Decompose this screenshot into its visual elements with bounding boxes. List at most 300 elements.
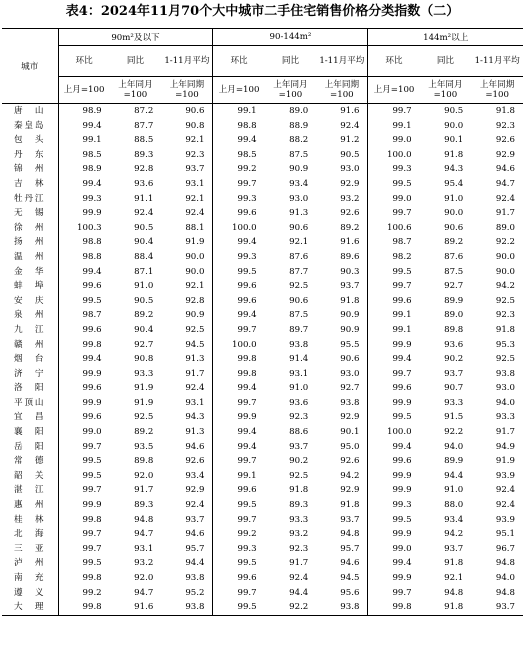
index-cell: 92.2: [444, 427, 464, 438]
city-cell: 温州: [14, 251, 44, 262]
index-cell: 94.6: [185, 441, 205, 452]
index-cell: 89.0: [444, 310, 464, 321]
table-row: [2, 323, 523, 338]
city-cell: 九江: [14, 324, 44, 335]
index-cell: 91.9: [134, 383, 154, 394]
index-cell: 92.5: [495, 295, 515, 306]
index-cell: 99.1: [58, 133, 110, 148]
index-cell: 99.3: [213, 192, 265, 207]
index-cell: 93.1: [185, 178, 205, 189]
index-cell: 91.6: [340, 237, 360, 248]
city-cell: 宜昌: [14, 412, 44, 423]
index-cell: 87.7: [289, 266, 309, 277]
sub-header: 环比: [58, 46, 110, 77]
index-cell: 94.7: [495, 178, 515, 189]
table-row: [2, 425, 523, 440]
table-row: [2, 119, 523, 134]
index-cell: 99.6: [58, 410, 110, 425]
table-row: [2, 586, 523, 601]
index-cell: 91.8: [340, 295, 360, 306]
table-row: [2, 279, 523, 294]
table-row: [2, 192, 523, 207]
index-cell: 99.3: [368, 498, 420, 513]
index-cell: 99.6: [213, 483, 265, 498]
table-row: [2, 104, 523, 119]
index-cell: 92.4: [134, 208, 154, 219]
index-cell: 99.7: [58, 527, 110, 542]
index-cell: 91.9: [495, 456, 515, 467]
city-cell: 蚌埠: [14, 281, 44, 292]
city-cell: 锦州: [14, 164, 44, 175]
index-cell: 87.5: [444, 266, 464, 277]
index-cell: 99.6: [368, 381, 420, 396]
index-cell: 89.8: [444, 324, 464, 335]
index-cell: 87.1: [134, 266, 154, 277]
index-cell: 92.6: [340, 456, 360, 467]
city-cell: 唐山: [14, 106, 44, 116]
index-cell: 92.9: [340, 485, 360, 496]
city-cell: 韶关: [14, 470, 44, 481]
index-cell: 92.9: [495, 149, 515, 160]
index-cell: 89.3: [134, 500, 154, 511]
table-row: [2, 542, 523, 557]
index-cell: 91.1: [134, 193, 154, 204]
index-cell: 92.3: [185, 149, 205, 160]
index-cell: 100.0: [368, 425, 420, 440]
index-cell: 93.9: [495, 470, 515, 481]
index-cell: 93.2: [289, 529, 309, 540]
index-cell: 90.6: [185, 106, 205, 116]
index-cell: 99.9: [368, 571, 420, 586]
index-cell: 90.0: [444, 120, 464, 131]
index-cell: 91.8: [340, 500, 360, 511]
index-cell: 93.4: [185, 470, 205, 481]
index-cell: 87.6: [289, 251, 309, 262]
index-cell: 90.2: [289, 456, 309, 467]
index-cell: 94.4: [444, 470, 464, 481]
index-cell: 99.6: [58, 323, 110, 338]
index-cell: 99.4: [213, 440, 265, 455]
index-cell: 98.5: [213, 148, 265, 163]
table-row: [2, 396, 523, 411]
index-cell: 90.0: [444, 208, 464, 219]
index-cell: 87.6: [444, 251, 464, 262]
index-cell: 92.1: [185, 193, 205, 204]
table-row: [2, 177, 523, 192]
header-row-sub: [2, 46, 523, 77]
index-cell: 91.7: [134, 485, 154, 496]
index-cell: 94.3: [185, 412, 205, 423]
index-cell: 94.8: [444, 587, 464, 598]
base-header: 上月=100: [213, 77, 265, 104]
index-cell: 99.7: [368, 206, 420, 221]
index-cell: 88.5: [134, 135, 154, 146]
index-cell: 99.9: [368, 338, 420, 353]
city-cell: 烟台: [14, 354, 44, 365]
index-cell: 99.3: [213, 542, 265, 557]
sub-header: 同比: [110, 46, 162, 77]
index-cell: 99.2: [58, 586, 110, 601]
city-cell: 包头: [14, 135, 44, 146]
table-row: [2, 221, 523, 236]
index-cell: 94.7: [134, 529, 154, 540]
index-cell: 93.6: [289, 397, 309, 408]
index-cell: 99.7: [213, 513, 265, 528]
index-cell: 92.4: [289, 573, 309, 583]
index-cell: 99.7: [58, 542, 110, 557]
index-cell: 93.7: [289, 441, 309, 452]
table-row: [2, 556, 523, 571]
index-cell: 90.6: [289, 295, 309, 306]
index-cell: 93.7: [340, 514, 360, 525]
index-cell: 90.4: [134, 237, 154, 248]
index-cell: 91.8: [420, 600, 472, 615]
table-row: [2, 162, 523, 177]
index-cell: 94.2: [444, 529, 464, 540]
city-cell: 徐州: [14, 222, 44, 233]
index-cell: 99.6: [58, 381, 110, 396]
index-cell: 99.1: [213, 104, 265, 119]
city-cell: 岳阳: [14, 441, 44, 452]
index-cell: 91.3: [185, 427, 205, 438]
index-cell: 92.9: [340, 178, 360, 189]
index-cell: 94.6: [340, 558, 360, 569]
index-cell: 99.9: [368, 469, 420, 484]
index-cell: 99.7: [213, 454, 265, 469]
table-row: [2, 469, 523, 484]
table-row: [2, 454, 523, 469]
index-cell: 93.0: [289, 193, 309, 204]
city-cell: 泉州: [14, 310, 44, 321]
index-cell: 94.2: [340, 470, 360, 481]
city-cell: 秦皇岛: [14, 120, 44, 131]
index-cell: 92.4: [185, 500, 205, 511]
table-title: 表4：2024年11月70个大中城市二手住宅销售价格分类指数（二）: [65, 4, 460, 19]
index-cell: 100.3: [58, 221, 110, 236]
index-cell: 90.9: [289, 164, 309, 175]
index-cell: 89.2: [340, 222, 360, 233]
index-cell: 99.1: [368, 308, 420, 323]
index-cell: 99.8: [213, 367, 265, 382]
index-cell: 98.5: [58, 148, 110, 163]
index-cell: 99.9: [58, 206, 110, 221]
index-cell: 99.6: [368, 454, 420, 469]
index-cell: 99.1: [368, 119, 420, 134]
index-cell: 93.7: [444, 368, 464, 379]
index-cell: 99.5: [213, 600, 265, 615]
index-cell: 98.9: [58, 162, 110, 177]
base-header: 上年同月=100: [110, 77, 162, 104]
index-cell: 91.8: [444, 149, 464, 160]
index-cell: 89.2: [134, 427, 154, 438]
city-column-header: 城市: [2, 29, 58, 104]
index-cell: 92.5: [185, 324, 205, 335]
table-row: [2, 600, 523, 615]
table-row: [2, 294, 523, 309]
city-cell: 金华: [14, 266, 44, 277]
index-cell: 91.5: [444, 412, 464, 423]
table-row: [2, 498, 523, 513]
index-cell: 92.8: [134, 164, 154, 175]
index-cell: 99.8: [58, 600, 110, 615]
index-cell: 99.3: [368, 162, 420, 177]
city-cell: 洛阳: [14, 383, 44, 394]
index-cell: 90.0: [495, 251, 515, 262]
index-cell: 93.8: [185, 573, 205, 583]
index-cell: 99.0: [368, 542, 420, 557]
index-cell: 90.5: [134, 222, 154, 233]
index-cell: 94.4: [185, 558, 205, 569]
index-cell: 99.3: [58, 192, 110, 207]
city-cell: 泸州: [14, 558, 44, 569]
index-cell: 91.7: [495, 427, 515, 438]
index-cell: 100.0: [213, 221, 265, 236]
index-cell: 99.8: [368, 600, 420, 615]
city-cell: 大理: [2, 600, 58, 615]
index-cell: 99.9: [58, 367, 110, 382]
index-cell: 92.6: [495, 135, 515, 146]
index-cell: 93.7: [444, 543, 464, 554]
base-header: 上年同期=100: [161, 77, 213, 104]
index-cell: 99.7: [58, 440, 110, 455]
index-cell: 92.5: [134, 412, 154, 423]
table-body: [2, 104, 523, 616]
index-cell: 88.1: [185, 222, 205, 233]
index-cell: 92.7: [340, 383, 360, 394]
index-cell: 99.4: [58, 352, 110, 367]
index-cell: 98.2: [368, 250, 420, 265]
index-cell: 93.8: [289, 339, 309, 350]
index-cell: 94.8: [134, 514, 154, 525]
index-cell: 99.5: [368, 177, 420, 192]
index-cell: 92.3: [495, 120, 515, 131]
index-cell: 91.7: [289, 558, 309, 569]
index-cell: 93.9: [495, 514, 515, 525]
index-cell: 93.7: [185, 514, 205, 525]
index-cell: 90.8: [134, 354, 154, 365]
index-cell: 99.5: [368, 513, 420, 528]
index-cell: 93.3: [289, 514, 309, 525]
index-cell: 98.8: [58, 235, 110, 250]
index-cell: 95.1: [495, 529, 515, 540]
index-cell: 93.2: [340, 193, 360, 204]
index-cell: 92.1: [185, 135, 205, 146]
index-cell: 92.3: [495, 310, 515, 321]
table-row: [2, 352, 523, 367]
index-cell: 93.0: [340, 368, 360, 379]
index-cell: 93.2: [134, 558, 154, 569]
index-cell: 99.4: [368, 556, 420, 571]
index-cell: 94.2: [495, 281, 515, 292]
index-cell: 99.9: [213, 410, 265, 425]
city-cell: 济宁: [14, 368, 44, 379]
city-cell: 扬州: [14, 237, 44, 248]
city-cell: 遵义: [14, 587, 44, 598]
index-cell: 95.0: [340, 441, 360, 452]
table-row: [2, 440, 523, 455]
index-cell: 99.7: [368, 104, 420, 119]
sub-header: 1-11月平均: [316, 46, 368, 77]
index-cell: 93.0: [495, 383, 515, 394]
index-cell: 90.2: [444, 354, 464, 365]
index-cell: 94.5: [185, 339, 205, 350]
index-cell: 92.2: [265, 600, 317, 615]
index-cell: 99.8: [213, 352, 265, 367]
index-cell: 94.0: [444, 441, 464, 452]
city-cell: 吉林: [14, 178, 44, 189]
table-row: [2, 381, 523, 396]
index-cell: 89.9: [444, 456, 464, 467]
index-cell: 89.3: [289, 500, 309, 511]
index-cell: 99.0: [368, 192, 420, 207]
index-cell: 99.4: [213, 308, 265, 323]
index-cell: 94.9: [495, 441, 515, 452]
index-cell: 91.3: [185, 354, 205, 365]
index-cell: 90.9: [340, 324, 360, 335]
index-cell: 95.7: [185, 543, 205, 554]
header-row-groups: [2, 29, 523, 46]
table-row: [2, 308, 523, 323]
index-cell: 91.0: [444, 193, 464, 204]
table-row: [2, 338, 523, 353]
index-cell: 88.9: [289, 120, 309, 131]
table-row: [2, 133, 523, 148]
sub-header: 同比: [420, 46, 472, 77]
index-cell: 99.0: [368, 133, 420, 148]
index-cell: 88.2: [289, 135, 309, 146]
index-cell: 93.6: [134, 178, 154, 189]
city-cell: 无锡: [14, 208, 44, 219]
index-cell: 89.9: [444, 295, 464, 306]
index-cell: 89.0: [289, 106, 309, 116]
index-cell: 93.8: [340, 397, 360, 408]
index-cell: 93.8: [316, 600, 368, 615]
index-cell: 99.4: [368, 440, 420, 455]
index-cell: 91.8: [495, 324, 515, 335]
index-cell: 93.7: [340, 281, 360, 292]
index-cell: 92.9: [185, 485, 205, 496]
sub-header: 1-11月平均: [161, 46, 213, 77]
index-cell: 95.4: [444, 178, 464, 189]
index-cell: 93.3: [444, 397, 464, 408]
index-cell: 94.0: [495, 397, 515, 408]
price-index-table: [2, 28, 523, 616]
table-row: [2, 265, 523, 280]
index-cell: 99.7: [213, 586, 265, 601]
index-cell: 92.8: [185, 295, 205, 306]
index-cell: 95.6: [340, 587, 360, 598]
index-cell: 99.1: [213, 469, 265, 484]
index-cell: 93.0: [340, 164, 360, 175]
index-cell: 93.8: [495, 368, 515, 379]
index-cell: 99.9: [58, 396, 110, 411]
sub-header: 环比: [213, 46, 265, 77]
city-cell: 北海: [14, 529, 44, 540]
index-cell: 92.5: [495, 354, 515, 365]
index-cell: 99.9: [368, 527, 420, 542]
index-cell: 92.1: [185, 281, 205, 292]
base-header: 上年同期=100: [316, 77, 368, 104]
index-cell: 98.9: [58, 104, 110, 119]
index-cell: 92.1: [289, 237, 309, 248]
index-cell: 93.4: [289, 178, 309, 189]
index-cell: 99.5: [58, 294, 110, 309]
city-cell: 南充: [14, 573, 44, 583]
index-cell: 90.4: [134, 324, 154, 335]
index-cell: 89.7: [289, 324, 309, 335]
index-cell: 91.8: [444, 558, 464, 569]
index-cell: 93.1: [134, 543, 154, 554]
index-cell: 95.2: [185, 587, 205, 598]
index-cell: 88.0: [444, 500, 464, 511]
index-cell: 99.4: [58, 119, 110, 134]
index-cell: 99.7: [368, 279, 420, 294]
index-cell: 94.3: [444, 164, 464, 175]
city-cell: 桂林: [14, 514, 44, 525]
index-cell: 99.4: [213, 381, 265, 396]
table-row: [2, 483, 523, 498]
index-cell: 89.2: [134, 310, 154, 321]
index-cell: 92.4: [340, 120, 360, 131]
index-cell: 99.5: [58, 454, 110, 469]
index-cell: 87.7: [134, 120, 154, 131]
index-cell: 99.5: [58, 469, 110, 484]
index-cell: 92.7: [134, 339, 154, 350]
city-cell: 湛江: [14, 485, 44, 496]
index-cell: 90.1: [340, 427, 360, 438]
index-cell: 99.7: [213, 177, 265, 192]
index-cell: 89.2: [444, 237, 464, 248]
index-cell: 99.4: [213, 235, 265, 250]
index-cell: 98.8: [58, 250, 110, 265]
group-header-large: 144m²以上: [368, 29, 523, 46]
index-cell: 89.6: [340, 251, 360, 262]
table-row: [2, 250, 523, 265]
index-cell: 95.7: [340, 543, 360, 554]
index-cell: 90.0: [185, 251, 205, 262]
index-cell: 94.8: [495, 558, 515, 569]
group-header-medium: 90-144m²: [213, 29, 368, 46]
base-header: 上月=100: [58, 77, 110, 104]
index-cell: 99.4: [213, 425, 265, 440]
index-cell: 91.8: [495, 106, 515, 116]
index-cell: 96.7: [495, 543, 515, 554]
index-cell: 94.6: [185, 529, 205, 540]
index-cell: 91.9: [185, 237, 205, 248]
city-cell: 牡丹江: [14, 193, 44, 204]
index-cell: 92.5: [289, 281, 309, 292]
index-cell: 99.6: [213, 294, 265, 309]
index-cell: 90.0: [185, 266, 205, 277]
index-cell: 99.9: [368, 483, 420, 498]
table-row: [2, 571, 523, 586]
base-header: 上年同月=100: [265, 77, 317, 104]
index-cell: 99.7: [368, 586, 420, 601]
index-cell: 99.0: [58, 425, 110, 440]
index-cell: 90.6: [289, 222, 309, 233]
index-cell: 99.7: [58, 483, 110, 498]
index-cell: 94.8: [340, 529, 360, 540]
index-cell: 91.8: [289, 485, 309, 496]
index-cell: 92.4: [495, 485, 515, 496]
index-cell: 99.9: [58, 498, 110, 513]
index-cell: 99.6: [58, 279, 110, 294]
index-cell: 91.4: [289, 354, 309, 365]
index-cell: 93.3: [495, 412, 515, 423]
index-cell: 98.7: [58, 308, 110, 323]
index-cell: 99.8: [58, 571, 110, 586]
index-cell: 100.6: [368, 221, 420, 236]
